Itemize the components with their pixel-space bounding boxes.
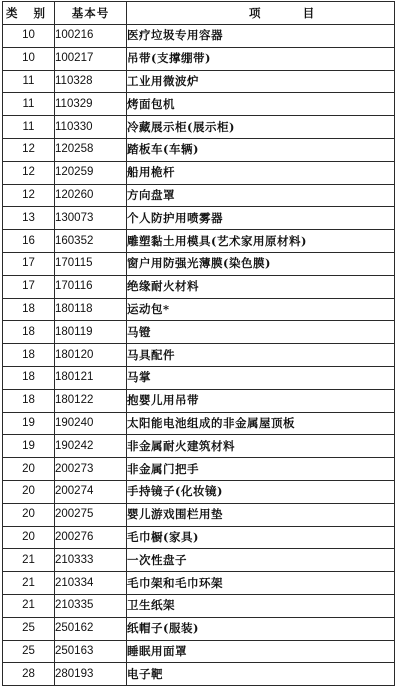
- row-item-name-cell: 非金属耐火建筑材料: [127, 435, 395, 458]
- row-code-cell: 180120: [55, 344, 127, 367]
- row-class-cell: 21: [3, 549, 55, 572]
- header-item-char-2: 目: [302, 5, 315, 20]
- row-item-name-cell: 婴儿游戏围栏用垫: [127, 503, 395, 526]
- row-code-cell: 120259: [55, 161, 127, 184]
- row-item-name-cell: 非金属门把手: [127, 458, 395, 481]
- row-code-cell: 100216: [55, 25, 127, 48]
- row-code-cell: 110329: [55, 93, 127, 116]
- table-row: [3, 389, 395, 412]
- table-row: [3, 549, 395, 572]
- row-code-cell: 160352: [55, 230, 127, 253]
- row-class-cell: 17: [3, 252, 55, 275]
- row-item-name-cell: 工业用微波炉: [127, 70, 395, 93]
- row-item-name-cell: 绝缘耐火材料: [127, 275, 395, 298]
- table-row: [3, 663, 395, 686]
- row-class-cell: 28: [3, 663, 55, 686]
- row-class-cell: 19: [3, 435, 55, 458]
- row-class-cell: 18: [3, 321, 55, 344]
- row-code-cell: 190242: [55, 435, 127, 458]
- row-item-name-cell: 医疗垃圾专用容器: [127, 25, 395, 48]
- row-class-cell: 25: [3, 617, 55, 640]
- table-row: [3, 344, 395, 367]
- table-body: [3, 25, 395, 686]
- row-code-cell: 110330: [55, 116, 127, 139]
- table-row: [3, 640, 395, 663]
- row-class-cell: 12: [3, 161, 55, 184]
- row-item-name-cell: 纸帽子(服装): [127, 617, 395, 640]
- row-class-cell: 18: [3, 366, 55, 389]
- table-row: [3, 47, 395, 70]
- row-item-name-cell: 冷藏展示柜(展示柜): [127, 116, 395, 139]
- row-class-cell: 20: [3, 503, 55, 526]
- row-code-cell: 130073: [55, 207, 127, 230]
- row-code-cell: 190240: [55, 412, 127, 435]
- row-class-cell: 12: [3, 138, 55, 161]
- table-row: [3, 70, 395, 93]
- header-code: 基本号: [55, 2, 127, 25]
- row-item-name-cell: 抱婴儿用吊带: [127, 389, 395, 412]
- row-class-cell: 17: [3, 275, 55, 298]
- row-item-name-cell: 马掌: [127, 366, 395, 389]
- row-class-cell: 12: [3, 184, 55, 207]
- table-row: [3, 526, 395, 549]
- table-row: [3, 275, 395, 298]
- table-row: [3, 594, 395, 617]
- row-class-cell: 20: [3, 526, 55, 549]
- row-code-cell: 170116: [55, 275, 127, 298]
- row-code-cell: 180119: [55, 321, 127, 344]
- row-class-cell: 11: [3, 116, 55, 139]
- row-item-name-cell: 睡眠用面罩: [127, 640, 395, 663]
- row-code-cell: 180122: [55, 389, 127, 412]
- row-item-name-cell: 太阳能电池组成的非金属屋顶板: [127, 412, 395, 435]
- row-item-name-cell: 烤面包机: [127, 93, 395, 116]
- table-row: [3, 93, 395, 116]
- row-code-cell: 120258: [55, 138, 127, 161]
- row-code-cell: 180118: [55, 298, 127, 321]
- table-row: [3, 366, 395, 389]
- row-code-cell: 210335: [55, 594, 127, 617]
- table-row: [3, 207, 395, 230]
- header-item-char-1: 项: [249, 5, 261, 20]
- row-class-cell: 18: [3, 344, 55, 367]
- row-class-cell: 18: [3, 298, 55, 321]
- table-row: [3, 298, 395, 321]
- row-code-cell: 120260: [55, 184, 127, 207]
- table-header: [3, 2, 395, 25]
- row-item-name-cell: 电子靶: [127, 663, 395, 686]
- table-row: [3, 116, 395, 139]
- table-row: [3, 230, 395, 253]
- row-item-name-cell: 方向盘罩: [127, 184, 395, 207]
- table-row: [3, 412, 395, 435]
- header-class: 类 别: [3, 2, 55, 25]
- table-row: [3, 25, 395, 48]
- row-class-cell: 20: [3, 458, 55, 481]
- row-item-name-cell: 毛巾架和毛巾环架: [127, 572, 395, 595]
- row-class-cell: 16: [3, 230, 55, 253]
- row-item-name-cell: 毛巾橱(家具): [127, 526, 395, 549]
- row-class-cell: 19: [3, 412, 55, 435]
- row-item-name-cell: 个人防护用喷雾器: [127, 207, 395, 230]
- row-class-cell: 21: [3, 594, 55, 617]
- row-item-name-cell: 吊带(支撑绷带): [127, 47, 395, 70]
- table-row: [3, 184, 395, 207]
- row-class-cell: 10: [3, 25, 55, 48]
- table-row: [3, 252, 395, 275]
- row-code-cell: 170115: [55, 252, 127, 275]
- row-class-cell: 25: [3, 640, 55, 663]
- row-class-cell: 11: [3, 70, 55, 93]
- row-code-cell: 210333: [55, 549, 127, 572]
- table-row: [3, 138, 395, 161]
- row-code-cell: 100217: [55, 47, 127, 70]
- table-row: [3, 572, 395, 595]
- classification-table: [2, 1, 395, 686]
- row-class-cell: 10: [3, 47, 55, 70]
- row-item-name-cell: 手持镜子(化妆镜): [127, 480, 395, 503]
- header-row: [3, 2, 395, 25]
- row-class-cell: 20: [3, 480, 55, 503]
- table-row: [3, 458, 395, 481]
- table-row: [3, 321, 395, 344]
- row-code-cell: 250162: [55, 617, 127, 640]
- row-item-name-cell: 卫生纸架: [127, 594, 395, 617]
- row-code-cell: 200275: [55, 503, 127, 526]
- row-code-cell: 250163: [55, 640, 127, 663]
- row-code-cell: 180121: [55, 366, 127, 389]
- row-item-name-cell: 马镫: [127, 321, 395, 344]
- row-item-name-cell: 船用桅杆: [127, 161, 395, 184]
- document-page: [2, 1, 398, 686]
- row-code-cell: 110328: [55, 70, 127, 93]
- row-item-name-cell: 踏板车(车辆): [127, 138, 395, 161]
- row-code-cell: 200273: [55, 458, 127, 481]
- header-item: [127, 2, 395, 25]
- row-item-name-cell: 马具配件: [127, 344, 395, 367]
- row-item-name-cell: 一次性盘子: [127, 549, 395, 572]
- row-item-name-cell: 窗户用防强光薄膜(染色膜): [127, 252, 395, 275]
- row-class-cell: 11: [3, 93, 55, 116]
- table-row: [3, 503, 395, 526]
- row-item-name-cell: 运动包*: [127, 298, 395, 321]
- table-row: [3, 161, 395, 184]
- row-code-cell: 210334: [55, 572, 127, 595]
- table-row: [3, 435, 395, 458]
- row-code-cell: 200276: [55, 526, 127, 549]
- row-class-cell: 13: [3, 207, 55, 230]
- row-item-name-cell: 雕塑黏土用模具(艺术家用原材料): [127, 230, 395, 253]
- table-row: [3, 480, 395, 503]
- row-class-cell: 21: [3, 572, 55, 595]
- row-code-cell: 280193: [55, 663, 127, 686]
- table-row: [3, 617, 395, 640]
- row-class-cell: 18: [3, 389, 55, 412]
- row-code-cell: 200274: [55, 480, 127, 503]
